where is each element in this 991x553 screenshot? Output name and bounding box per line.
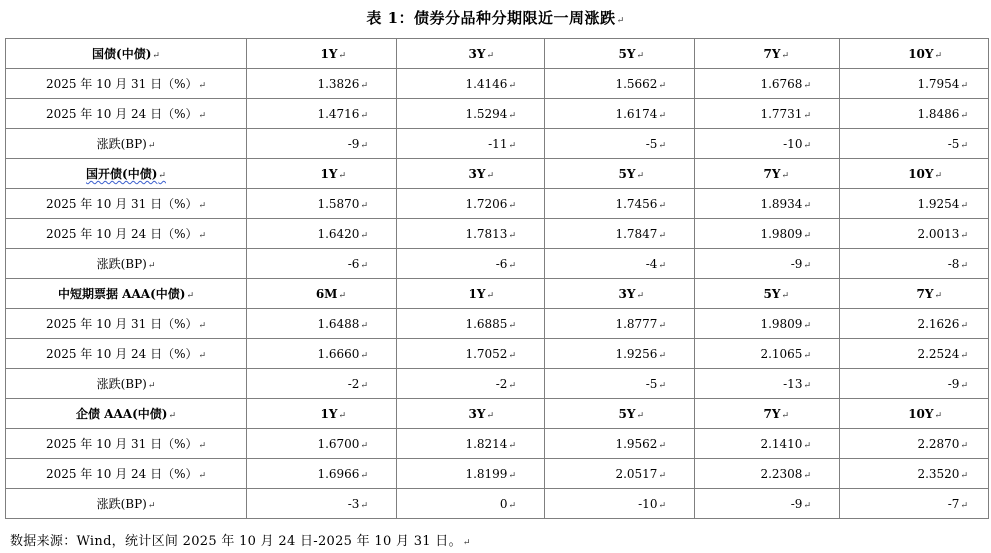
cell-value: 1.3826 ↵ (317, 77, 368, 91)
table-row (6, 369, 989, 399)
value-cell (247, 189, 397, 219)
cell-value: 2.0517 ↵ (615, 467, 666, 481)
tenor-label: 5Y ↵ (619, 47, 644, 61)
cell-value: -9 ↵ (948, 377, 968, 391)
cell-value: 1.4716 ↵ (317, 107, 368, 121)
row-label: 2025 年 10 月 31 日（%） ↵ (46, 437, 206, 451)
value-cell (545, 249, 695, 279)
tenor-label: 1Y ↵ (321, 167, 346, 181)
cell-value: -9 ↵ (791, 257, 811, 271)
value-cell (247, 249, 397, 279)
value-cell (840, 369, 989, 399)
cell-value: 1.8934 ↵ (760, 197, 811, 211)
cell-value: -3 ↵ (348, 497, 368, 511)
tenor-header-cell (545, 159, 695, 189)
cell-value: 2.0013 ↵ (917, 227, 968, 241)
cell-value: 1.8214 ↵ (465, 437, 516, 451)
tenor-header-cell (695, 399, 840, 429)
value-cell (545, 309, 695, 339)
value-cell (840, 129, 989, 159)
tenor-label: 5Y ↵ (619, 407, 644, 421)
row-label-cell (6, 189, 247, 219)
tenor-label: 7Y ↵ (764, 47, 789, 61)
table-row (6, 219, 989, 249)
value-cell (247, 99, 397, 129)
table-title: 表 1：债券分品种分期限近一周涨跌 ↵ (0, 7, 991, 28)
cell-value: 2.3520 ↵ (917, 467, 968, 481)
value-cell (840, 309, 989, 339)
cell-value: 1.6488 ↵ (317, 317, 368, 331)
tenor-header-cell (545, 279, 695, 309)
value-cell (247, 339, 397, 369)
row-label-cell (6, 369, 247, 399)
tenor-label: 5Y ↵ (619, 167, 644, 181)
value-cell (545, 219, 695, 249)
row-label: 2025 年 10 月 31 日（%） ↵ (46, 197, 206, 211)
value-cell (840, 69, 989, 99)
value-cell (695, 99, 840, 129)
row-label-cell (6, 339, 247, 369)
row-label-cell (6, 129, 247, 159)
section-header-row (6, 399, 989, 429)
row-label-cell (6, 309, 247, 339)
cell-value: 1.9254 ↵ (917, 197, 968, 211)
value-cell (397, 99, 545, 129)
row-label: 2025 年 10 月 24 日（%） ↵ (46, 347, 206, 361)
tenor-label: 7Y ↵ (764, 167, 789, 181)
row-label: 涨跌(BP) ↵ (97, 137, 156, 151)
cell-value: 2.1410 ↵ (760, 437, 811, 451)
value-cell (397, 489, 545, 519)
cell-value: -6 ↵ (496, 257, 516, 271)
value-cell (397, 129, 545, 159)
cell-value: 1.7052 ↵ (465, 347, 516, 361)
tenor-header-cell (397, 279, 545, 309)
cell-value: 1.8777 ↵ (615, 317, 666, 331)
value-cell (397, 459, 545, 489)
cell-value: 1.5662 ↵ (615, 77, 666, 91)
value-cell (545, 459, 695, 489)
value-cell (840, 339, 989, 369)
value-cell (695, 189, 840, 219)
cell-value: 1.5870 ↵ (317, 197, 368, 211)
tenor-header-cell (695, 39, 840, 69)
row-label-cell (6, 429, 247, 459)
value-cell (840, 459, 989, 489)
tenor-header-cell (247, 399, 397, 429)
tenor-header-cell (695, 279, 840, 309)
value-cell (545, 339, 695, 369)
value-cell (840, 249, 989, 279)
row-label: 2025 年 10 月 31 日（%） ↵ (46, 317, 206, 331)
row-label: 2025 年 10 月 24 日（%） ↵ (46, 107, 206, 121)
table-body (6, 39, 989, 519)
value-cell (397, 309, 545, 339)
value-cell (545, 129, 695, 159)
cell-value: 1.5294 ↵ (465, 107, 516, 121)
value-cell (247, 219, 397, 249)
cell-value: 1.7206 ↵ (465, 197, 516, 211)
cell-value: -5 ↵ (646, 137, 666, 151)
cell-value: 1.8486 ↵ (917, 107, 968, 121)
table-row (6, 129, 989, 159)
value-cell (397, 339, 545, 369)
value-cell (695, 339, 840, 369)
value-cell (545, 429, 695, 459)
table-row (6, 429, 989, 459)
table-row (6, 459, 989, 489)
tenor-header-cell (397, 159, 545, 189)
tenor-label: 3Y ↵ (469, 47, 494, 61)
value-cell (840, 489, 989, 519)
row-label-cell (6, 249, 247, 279)
cell-value: 1.6420 ↵ (317, 227, 368, 241)
tenor-label: 10Y ↵ (908, 167, 942, 181)
value-cell (695, 69, 840, 99)
value-cell (397, 429, 545, 459)
value-cell (840, 99, 989, 129)
bond-yield-table (5, 38, 989, 519)
value-cell (545, 69, 695, 99)
value-cell (397, 69, 545, 99)
cell-value: -6 ↵ (348, 257, 368, 271)
tenor-label: 3Y ↵ (619, 287, 644, 301)
row-label: 涨跌(BP) ↵ (97, 257, 156, 271)
cell-value: 1.7813 ↵ (465, 227, 516, 241)
cell-value: -9 ↵ (791, 497, 811, 511)
value-cell (695, 369, 840, 399)
cell-value: -5 ↵ (948, 137, 968, 151)
value-cell (695, 489, 840, 519)
cell-value: 2.2524 ↵ (917, 347, 968, 361)
tenor-label: 10Y ↵ (908, 47, 942, 61)
row-label: 涨跌(BP) ↵ (97, 377, 156, 391)
cell-value: -11 ↵ (488, 137, 516, 151)
cell-value: 1.9809 ↵ (760, 317, 811, 331)
row-label-cell (6, 459, 247, 489)
tenor-header-cell (247, 39, 397, 69)
tenor-label: 6M ↵ (316, 287, 346, 301)
cell-value: -2 ↵ (348, 377, 368, 391)
table-row (6, 489, 989, 519)
value-cell (247, 129, 397, 159)
value-cell (840, 429, 989, 459)
value-cell (695, 429, 840, 459)
section-name-cell (6, 399, 247, 429)
table-row (6, 189, 989, 219)
cell-value: 1.7731 ↵ (760, 107, 811, 121)
tenor-header-cell (840, 279, 989, 309)
cell-value: 2.1626 ↵ (917, 317, 968, 331)
tenor-label: 1Y ↵ (321, 47, 346, 61)
value-cell (695, 249, 840, 279)
tenor-header-cell (695, 159, 840, 189)
table-row (6, 309, 989, 339)
value-cell (247, 459, 397, 489)
table-row (6, 249, 989, 279)
cell-value: 1.9809 ↵ (760, 227, 811, 241)
value-cell (545, 189, 695, 219)
section-name: 企债 AAA(中债) ↵ (76, 407, 176, 421)
cell-value: 2.2870 ↵ (917, 437, 968, 451)
data-source-note: 数据来源：Wind，统计区间 2025 年 10 月 24 日-2025 年 10 月 31 日。 ↵ (10, 530, 471, 549)
cell-value: -5 ↵ (646, 377, 666, 391)
cell-value: -10 ↵ (638, 497, 666, 511)
cell-value: 1.6768 ↵ (760, 77, 811, 91)
tenor-label: 3Y ↵ (469, 407, 494, 421)
value-cell (545, 489, 695, 519)
cell-value: -13 ↵ (783, 377, 811, 391)
cell-value: 1.6966 ↵ (317, 467, 368, 481)
value-cell (397, 219, 545, 249)
tenor-header-cell (545, 39, 695, 69)
tenor-label: 1Y ↵ (321, 407, 346, 421)
tenor-label: 3Y ↵ (469, 167, 494, 181)
cell-value: 1.6660 ↵ (317, 347, 368, 361)
cell-value: -9 ↵ (348, 137, 368, 151)
row-label-cell (6, 99, 247, 129)
cell-value: 1.6174 ↵ (615, 107, 666, 121)
cell-value: 1.6700 ↵ (317, 437, 368, 451)
tenor-label: 10Y ↵ (908, 407, 942, 421)
section-name: 国债(中债) ↵ (92, 47, 160, 61)
table-row (6, 99, 989, 129)
value-cell (397, 189, 545, 219)
value-cell (695, 219, 840, 249)
tenor-label: 1Y ↵ (469, 287, 494, 301)
row-label-cell (6, 69, 247, 99)
row-label: 2025 年 10 月 24 日（%） ↵ (46, 227, 206, 241)
cell-value: -8 ↵ (948, 257, 968, 271)
row-label: 2025 年 10 月 31 日（%） ↵ (46, 77, 206, 91)
cell-value: -10 ↵ (783, 137, 811, 151)
value-cell (247, 369, 397, 399)
section-name: 国开债(中债) ↵ (86, 167, 166, 181)
value-cell (545, 99, 695, 129)
tenor-header-cell (247, 159, 397, 189)
tenor-label: 7Y ↵ (764, 407, 789, 421)
tenor-header-cell (397, 39, 545, 69)
value-cell (695, 309, 840, 339)
cell-value: -2 ↵ (496, 377, 516, 391)
cell-value: 2.1065 ↵ (760, 347, 811, 361)
value-cell (247, 489, 397, 519)
section-name-cell (6, 39, 247, 69)
tenor-header-cell (397, 399, 545, 429)
tenor-label: 5Y ↵ (764, 287, 789, 301)
cell-value: 2.2308 ↵ (760, 467, 811, 481)
tenor-header-cell (840, 399, 989, 429)
cell-value: 1.9256 ↵ (615, 347, 666, 361)
cell-value: 1.6885 ↵ (465, 317, 516, 331)
cell-value: 1.4146 ↵ (465, 77, 516, 91)
row-label: 涨跌(BP) ↵ (97, 497, 156, 511)
tenor-header-cell (247, 279, 397, 309)
tenor-header-cell (840, 39, 989, 69)
tenor-header-cell (545, 399, 695, 429)
section-name: 中短期票据 AAA(中债) ↵ (58, 287, 194, 301)
value-cell (695, 459, 840, 489)
tenor-label: 7Y ↵ (917, 287, 942, 301)
value-cell (397, 249, 545, 279)
section-name-cell (6, 279, 247, 309)
cell-value: -7 ↵ (948, 497, 968, 511)
section-header-row (6, 159, 989, 189)
cell-value: 1.9562 ↵ (615, 437, 666, 451)
cell-value: 0 ↵ (500, 497, 516, 511)
row-label: 2025 年 10 月 24 日（%） ↵ (46, 467, 206, 481)
value-cell (247, 429, 397, 459)
value-cell (247, 309, 397, 339)
value-cell (247, 69, 397, 99)
section-name-cell (6, 159, 247, 189)
row-label-cell (6, 489, 247, 519)
value-cell (397, 369, 545, 399)
table-row (6, 339, 989, 369)
cell-value: 1.7847 ↵ (615, 227, 666, 241)
cell-value: 1.7456 ↵ (615, 197, 666, 211)
section-header-row (6, 279, 989, 309)
value-cell (545, 369, 695, 399)
cell-value: 1.7954 ↵ (917, 77, 968, 91)
value-cell (840, 219, 989, 249)
tenor-header-cell (840, 159, 989, 189)
value-cell (695, 129, 840, 159)
cell-value: -4 ↵ (646, 257, 666, 271)
row-label-cell (6, 219, 247, 249)
cell-value: 1.8199 ↵ (465, 467, 516, 481)
section-header-row (6, 39, 989, 69)
table-row (6, 69, 989, 99)
value-cell (840, 189, 989, 219)
